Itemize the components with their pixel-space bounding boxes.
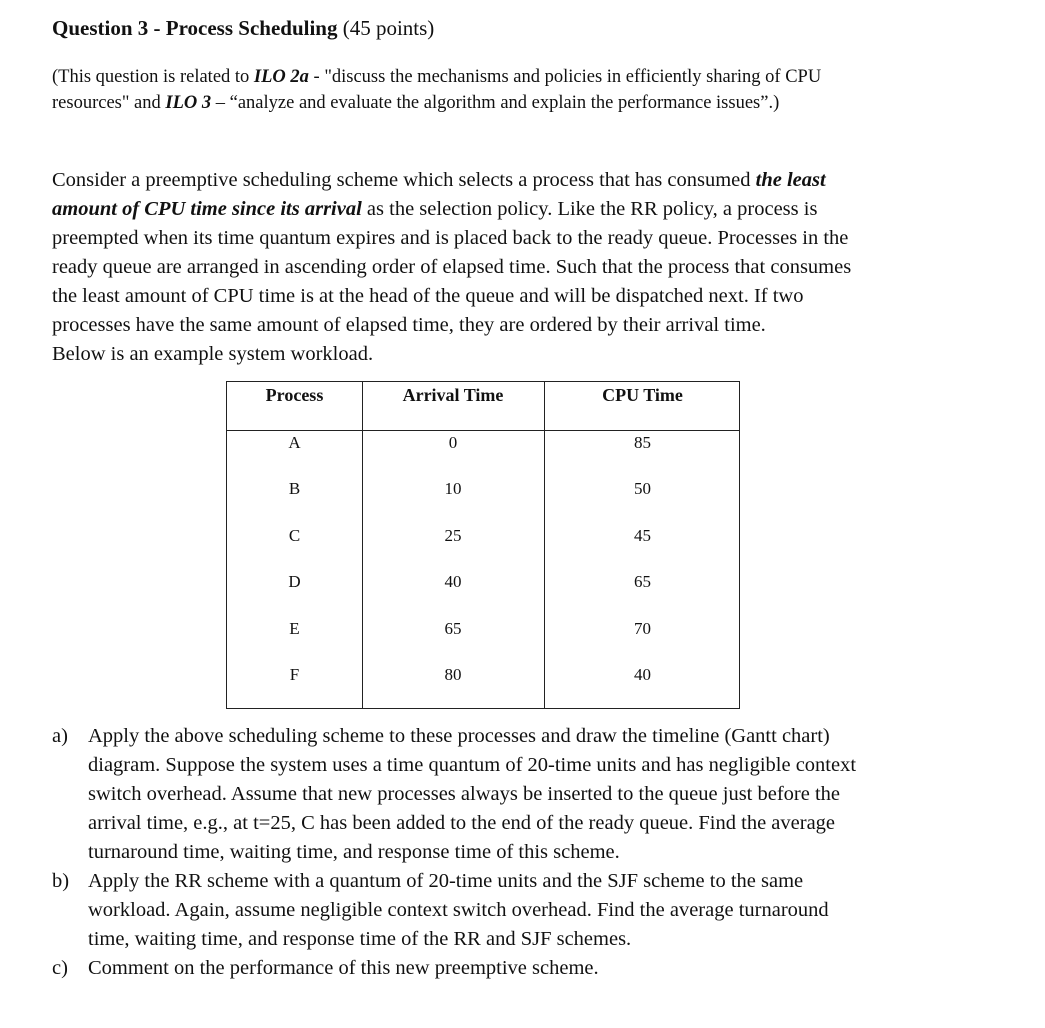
table-row: [227, 433, 739, 479]
cell-cpu: 65: [634, 572, 651, 591]
ilo-2a-ref: ILO 2a: [253, 67, 309, 87]
description-line: the least amount of CPU time is at the head of the queue and will be dispatched next. If two: [52, 285, 804, 307]
cell-process: C: [288, 526, 301, 545]
cell-process: A: [288, 433, 301, 452]
table-row: [227, 479, 739, 525]
cell-cpu: 50: [634, 479, 651, 498]
header-process: Process: [265, 385, 324, 405]
cell-process: F: [289, 665, 300, 684]
ilo-3-ref: ILO 3: [165, 93, 212, 113]
description-emphasis: amount of CPU time since its arrival: [52, 198, 362, 220]
ilo-note-text: (This question is related to: [52, 67, 254, 87]
part-line: diagram. Suppose the system uses a time quantum of 20-time units and has negligible context: [88, 754, 857, 776]
table-row: [227, 619, 739, 665]
table-row: [227, 665, 739, 711]
part-label: b): [52, 870, 70, 892]
description-line: [52, 166, 932, 195]
description-text: as the selection policy. Like the RR policy, a process is: [361, 198, 818, 220]
scheme-description: [52, 166, 932, 369]
table-row: [227, 526, 739, 572]
question-part-c: [52, 954, 932, 983]
question-points: (45 points): [342, 16, 435, 40]
ilo-note-line-2: [52, 90, 932, 116]
cell-cpu: 85: [634, 433, 651, 452]
workload-table: [226, 381, 740, 709]
part-label: c): [52, 957, 68, 979]
part-label: a): [52, 725, 68, 747]
description-emphasis: the least: [755, 169, 826, 191]
part-line: Apply the above scheduling scheme to these processes and draw the timeline (Gantt chart): [88, 725, 830, 747]
description-line: ready queue are arranged in ascending order of elapsed time. Such that the process that consumes: [52, 256, 852, 278]
cell-process: E: [289, 619, 300, 638]
ilo-note: [52, 64, 932, 116]
cell-cpu: 70: [634, 619, 651, 638]
question-title: [52, 16, 434, 41]
question-part-b: [52, 867, 932, 954]
ilo-note-line-1: [52, 64, 932, 90]
description-line: processes have the same amount of elapsed time, they are ordered by their arrival time.: [52, 314, 766, 336]
table-header: [227, 382, 739, 431]
cell-process: D: [288, 572, 301, 591]
cell-cpu: 45: [634, 526, 651, 545]
question-title-main: Question 3 - Process Scheduling: [52, 16, 338, 40]
part-line: Apply the RR scheme with a quantum of 20-time units and the SJF scheme to the same: [88, 870, 804, 892]
description-line: preempted when its time quantum expires and is placed back to the ready queue. Processes in the: [52, 227, 849, 249]
cell-arrival: 65: [444, 619, 462, 638]
part-line: turnaround time, waiting time, and response time of this scheme.: [88, 841, 620, 863]
part-line: Comment on the performance of this new preemptive scheme.: [88, 957, 599, 979]
cell-process: B: [288, 479, 301, 498]
cell-arrival: 80: [444, 665, 462, 684]
part-line: workload. Again, assume negligible context switch overhead. Find the average turnaround: [88, 899, 829, 921]
part-line: time, waiting time, and response time of the RR and SJF schemes.: [88, 928, 632, 950]
header-arrival-time: Arrival Time: [402, 385, 504, 405]
ilo-note-text: - "discuss the mechanisms and policies in efficiently sharing of CPU: [308, 67, 822, 87]
question-part-a: [52, 722, 932, 867]
description-line: Below is an example system workload.: [52, 343, 374, 365]
ilo-note-text: – “analyze and evaluate the algorithm and explain the performance issues”.): [211, 93, 780, 113]
header-cpu-time: CPU Time: [602, 385, 683, 405]
question-parts: [52, 722, 932, 983]
part-line: arrival time, e.g., at t=25, C has been added to the end of the ready queue. Find the average: [88, 812, 836, 834]
cell-arrival: 10: [444, 479, 462, 498]
cell-cpu: 40: [634, 665, 651, 684]
table-row: [227, 572, 739, 618]
description-line: [52, 195, 932, 224]
cell-arrival: 0: [448, 433, 458, 452]
cell-arrival: 40: [444, 572, 462, 591]
description-text: Consider a preemptive scheduling scheme which selects a process that has consumed: [52, 169, 756, 191]
part-line: switch overhead. Assume that new processes always be inserted to the queue just before the: [88, 783, 841, 805]
cell-arrival: 25: [444, 526, 462, 545]
ilo-note-text: resources" and: [52, 93, 166, 113]
